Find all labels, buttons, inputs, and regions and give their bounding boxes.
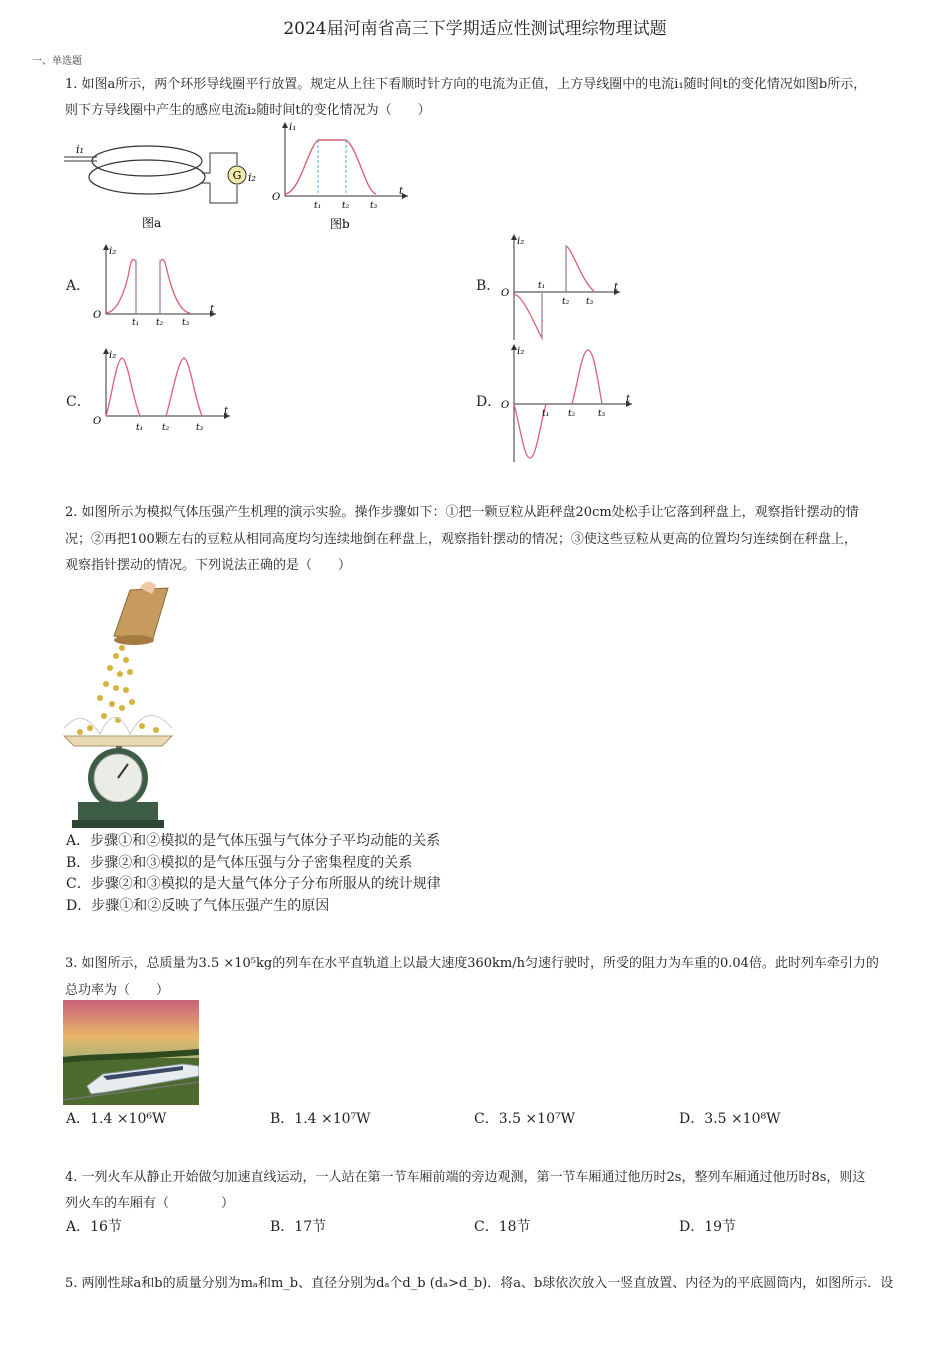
q1-option-a-label[interactable]: A． <box>66 278 91 294</box>
svg-text:t: t <box>210 304 215 315</box>
svg-text:i₂: i₂ <box>109 246 117 257</box>
svg-text:t₂: t₂ <box>342 201 350 211</box>
q1-option-c-graph <box>90 346 235 438</box>
svg-text:t: t <box>614 282 619 293</box>
q4-option-c[interactable]: C．18节 <box>474 1219 531 1235</box>
svg-text:O: O <box>93 310 102 321</box>
bean-scale-illustration <box>60 580 182 830</box>
svg-text:O: O <box>272 192 281 203</box>
q2-option-d[interactable]: D．步骤①和②反映了气体压强产生的原因 <box>66 898 330 914</box>
fig-a-i2-label: i₂ <box>248 171 256 184</box>
svg-text:t₂: t₂ <box>568 409 576 419</box>
svg-text:O: O <box>93 416 102 427</box>
q3-option-c[interactable]: C．3.5 ×10⁷W <box>474 1111 575 1127</box>
q4-line1: 4. 一列火车从静止开始做匀加速直线运动，一人站在第一节车厢前端的旁边观测，第一节车厢通过他历时2s，整列车厢通过他历时8s，则这 <box>65 1170 866 1185</box>
q1-option-c-label[interactable]: C． <box>66 394 91 410</box>
svg-text:t₁: t₁ <box>542 409 550 419</box>
q2-line1: 2. 如图所示为模拟气体压强产生机理的演示实验。操作步骤如下：①把一颗豆粒从距秤盘20cm处松手让它落到秤盘上，观察指针摆动的情 <box>65 505 859 520</box>
svg-text:t: t <box>224 406 229 417</box>
q5-line1: 5. 两刚性球a和b的质量分别为mₐ和m_b、直径分别为dₐ个d_b (dₐ>d_b)．将a、b球依次放入一竖直放置、内径为的平底圆筒内，如图所示．设 <box>65 1276 894 1291</box>
train-photo <box>63 1000 199 1105</box>
fig-a-caption: 图a <box>142 216 162 230</box>
q3-line2: 总功率为（ ） <box>65 983 170 998</box>
q1-option-d-graph <box>498 342 638 464</box>
figure-a-coils <box>62 135 262 235</box>
svg-text:i₂: i₂ <box>109 350 117 361</box>
svg-text:i₂: i₂ <box>517 236 525 247</box>
q1-line1: 1. 如图a所示，两个环形导线圈平行放置。规定从上往下看顺时针方向的电流为正值，上方导线圈中的电流i₁随时间t的变化情况如图b所示， <box>65 77 867 92</box>
svg-text:O: O <box>501 288 510 299</box>
q2-line2: 况；②再把100颗左右的豆粒从相同高度均匀连续地倒在秤盘上，观察指针摆动的情况；③使这些豆粒从更高的位置均匀连续倒在秤盘上， <box>65 532 857 547</box>
page-title: 2024届河南省高三下学期适应性测试理综物理试题 <box>283 19 667 39</box>
svg-text:t₂: t₂ <box>562 297 570 307</box>
svg-text:i₂: i₂ <box>517 346 525 357</box>
q2-option-b[interactable]: B．步骤②和③模拟的是气体压强与分子密集程度的关系 <box>66 855 413 871</box>
q2-option-c[interactable]: C．步骤②和③模拟的是大量气体分子分布所服从的统计规律 <box>66 876 441 892</box>
svg-text:t₃: t₃ <box>598 409 606 419</box>
q2-option-a[interactable]: A．步骤①和②模拟的是气体压强与气体分子平均动能的关系 <box>66 833 441 849</box>
figure-b-i1-graph <box>268 118 413 236</box>
svg-text:t₂: t₂ <box>156 318 164 328</box>
q1-option-b-graph <box>498 232 628 342</box>
q3-option-b[interactable]: B．1.4 ×10⁷W <box>270 1111 371 1127</box>
q4-line2: 列火车的车厢有（ ） <box>65 1196 235 1211</box>
q4-option-a[interactable]: A．16节 <box>66 1219 122 1235</box>
q1-line2: 则下方导线圈中产生的感应电流i₂随时间t的变化情况为（ ） <box>65 103 431 118</box>
svg-text:t₂: t₂ <box>162 423 170 433</box>
section-heading: 一、单选题 <box>32 56 82 67</box>
q3-option-a[interactable]: A．1.4 ×10⁶W <box>66 1111 167 1127</box>
svg-text:t₁: t₁ <box>538 281 546 291</box>
svg-text:O: O <box>501 400 510 411</box>
q1-option-b-label[interactable]: B． <box>476 278 501 294</box>
svg-text:t₃: t₃ <box>182 318 190 328</box>
fig-b-caption: 图b <box>330 217 350 231</box>
q1-option-a-graph <box>90 240 220 330</box>
svg-text:t₁: t₁ <box>132 318 140 328</box>
q3-line1: 3. 如图所示，总质量为3.5 ×10⁵kg的列车在水平直轨道上以最大速度360km/h匀速行驶时，所受的阻力为车重的0.04倍。此时列车牵引力的 <box>65 956 879 971</box>
q3-option-d[interactable]: D．3.5 ×10⁸W <box>679 1111 781 1127</box>
svg-text:t₃: t₃ <box>586 297 594 307</box>
galvanometer-label: G <box>232 169 242 182</box>
fig-a-i1-label: i₁ <box>76 143 84 156</box>
svg-text:t₁: t₁ <box>136 423 144 433</box>
svg-text:t: t <box>626 394 631 405</box>
svg-text:t₃: t₃ <box>370 201 378 211</box>
svg-text:t₃: t₃ <box>196 423 204 433</box>
q1-option-d-label[interactable]: D． <box>476 394 502 410</box>
svg-text:t₁: t₁ <box>314 201 322 211</box>
q2-line3: 观察指针摆动的情况。下列说法正确的是（ ） <box>65 558 352 573</box>
q4-option-b[interactable]: B．17节 <box>270 1219 327 1235</box>
q4-option-d[interactable]: D．19节 <box>679 1219 737 1235</box>
svg-text:i₁: i₁ <box>289 122 297 133</box>
svg-text:t: t <box>399 186 404 197</box>
